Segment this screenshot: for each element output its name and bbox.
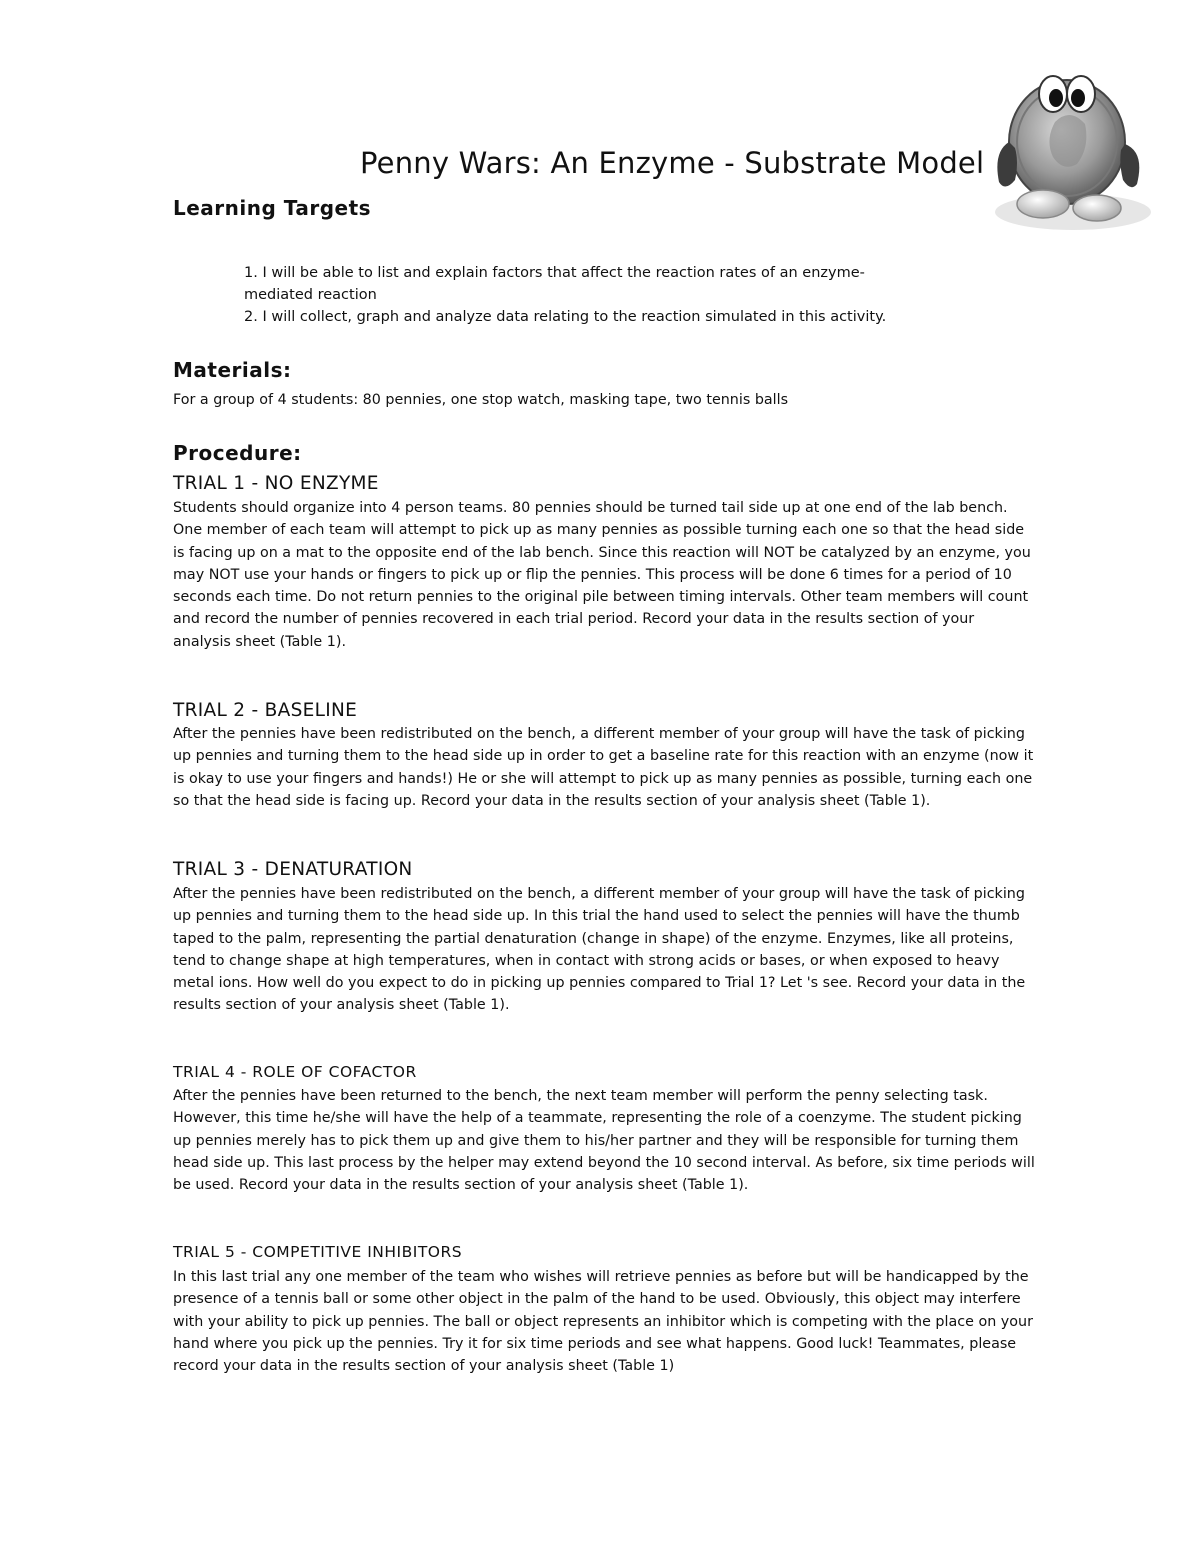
trial-2-body: After the pennies have been redistributed on the bench, a different member of your group will have the task of picking up pennies and turning them to the head side up in order to get a baseline rate for this reaction with an enzyme (now it is okay to use your fingers and hands!) He or she will attempt to pick up as many pennies as possible, turning each one so that the head side is facing up. Record your data in the results section of your analysis sheet (Table 1). (173, 726, 1034, 809)
learning-targets-list (244, 262, 904, 328)
learning-targets-heading: Learning Targets (173, 196, 372, 220)
trial-2-heading: TRIAL 2 - BASELINE (173, 700, 358, 721)
trial-3-body: After the pennies have been redistributed on the bench, a different member of your group will have the task of picking up pennies and turning them to the head side up. In this trial the hand used to select the pennies will have the thumb taped to the palm, representing the partial denaturation (change in shape) of the enzyme. Enzymes, like all proteins, tend to change shape at high temperatures, when in contact with strong acids or bases, or when exposed to heavy metal ions. How well do you expect to do in picking up pennies compared to Trial 1? Let 's see. Record your data in the results section of your analysis sheet (Table 1). (173, 886, 1026, 1014)
materials-text: For a group of 4 students: 80 pennies, one stop watch, masking tape, two tennis balls (173, 392, 789, 408)
materials-heading: Materials: (173, 358, 292, 382)
trial-1-heading: TRIAL 1 - NO ENZYME (173, 473, 379, 494)
learning-target-item: 2. I will collect, graph and analyze data relating to the reaction simulated in this activity. (244, 309, 887, 325)
page-title: Penny Wars: An Enzyme - Substrate Model (360, 146, 985, 180)
trial-4-body: After the pennies have been returned to the bench, the next team member will perform the penny selecting task. However, this time he/she will have the help of a teammate, representing the role of a coenzyme. The student picking up pennies merely has to pick them up and give them to his/her partner and they will be responsible for turning them head side up. This last process by the helper may extend beyond the 10 second interval. As before, six time periods will be used. Record your data in the results section of your analysis sheet (Table 1). (173, 1088, 1035, 1194)
procedure-heading: Procedure: (173, 441, 302, 465)
learning-target-item: 1. I will be able to list and explain factors that affect the reaction rates of an enzyme-mediated reaction (244, 265, 865, 303)
trial-5-body: In this last trial any one member of the team who wishes will retrieve pennies as before but will be handicapped by the presence of a tennis ball or some other object in the palm of the hand to be used. Obviously, this object may interfere with your ability to pick up pennies. The ball or object represents an inhibitor which is competing with the place on your hand where you pick up the pennies. Try it for six time periods and see what happens. Good luck! Teammates, please record your data in the results section of your analysis sheet (Table 1) (173, 1269, 1033, 1375)
trial-5-heading: TRIAL 5 - COMPETITIVE INHIBITORS (173, 1243, 463, 1261)
trial-3-heading: TRIAL 3 - DENATURATION (173, 859, 413, 880)
trial-4-heading: TRIAL 4 - ROLE OF COFACTOR (173, 1063, 417, 1081)
trial-1-body: Students should organize into 4 person teams. 80 pennies should be turned tail side up at one end of the lab bench. One member of each team will attempt to pick up as many pennies as possible turning each one so that the head side is facing up on a mat to the opposite end of the lab bench. Since this reaction will NOT be catalyzed by an enzyme, you may NOT use your hands or fingers to pick up or flip the pennies. This process will be done 6 times for a period of 10 seconds each time. Do not return pennies to the original pile between timing intervals. Other team members will count and record the number of pennies recovered in each trial period. Record your data in the results section of your analysis sheet (Table 1). (173, 500, 1031, 650)
penny-mascot-image (985, 52, 1155, 262)
